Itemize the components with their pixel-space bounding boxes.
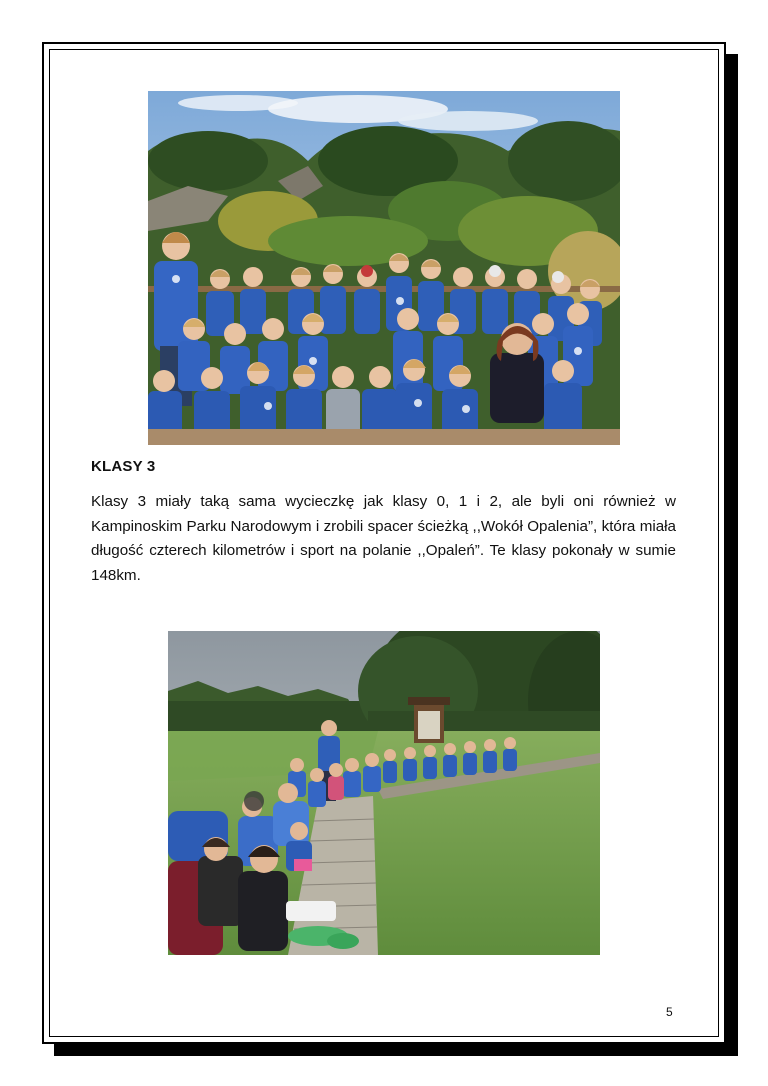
section-body-text: Klasy 3 miały taką sama wycieczkę jak klasy 0, 1 i 2, ale byli oni również w Kampinoskim Parku Narodowym i zrobili spacer ścieżką ,,Wokół Opalenia”, która miała długość czterech kilometrów i sport na polanie ,,Opaleń”. Te klasy pokonały w sumie 148km. <box>91 493 676 584</box>
boardwalk-photo <box>168 631 600 955</box>
boardwalk-photo-illustration <box>168 631 600 955</box>
page-number: 5 <box>666 1005 673 1019</box>
group-photo <box>148 91 620 445</box>
section-heading: KLASY 3 <box>91 458 156 475</box>
group-photo-illustration <box>148 91 620 445</box>
